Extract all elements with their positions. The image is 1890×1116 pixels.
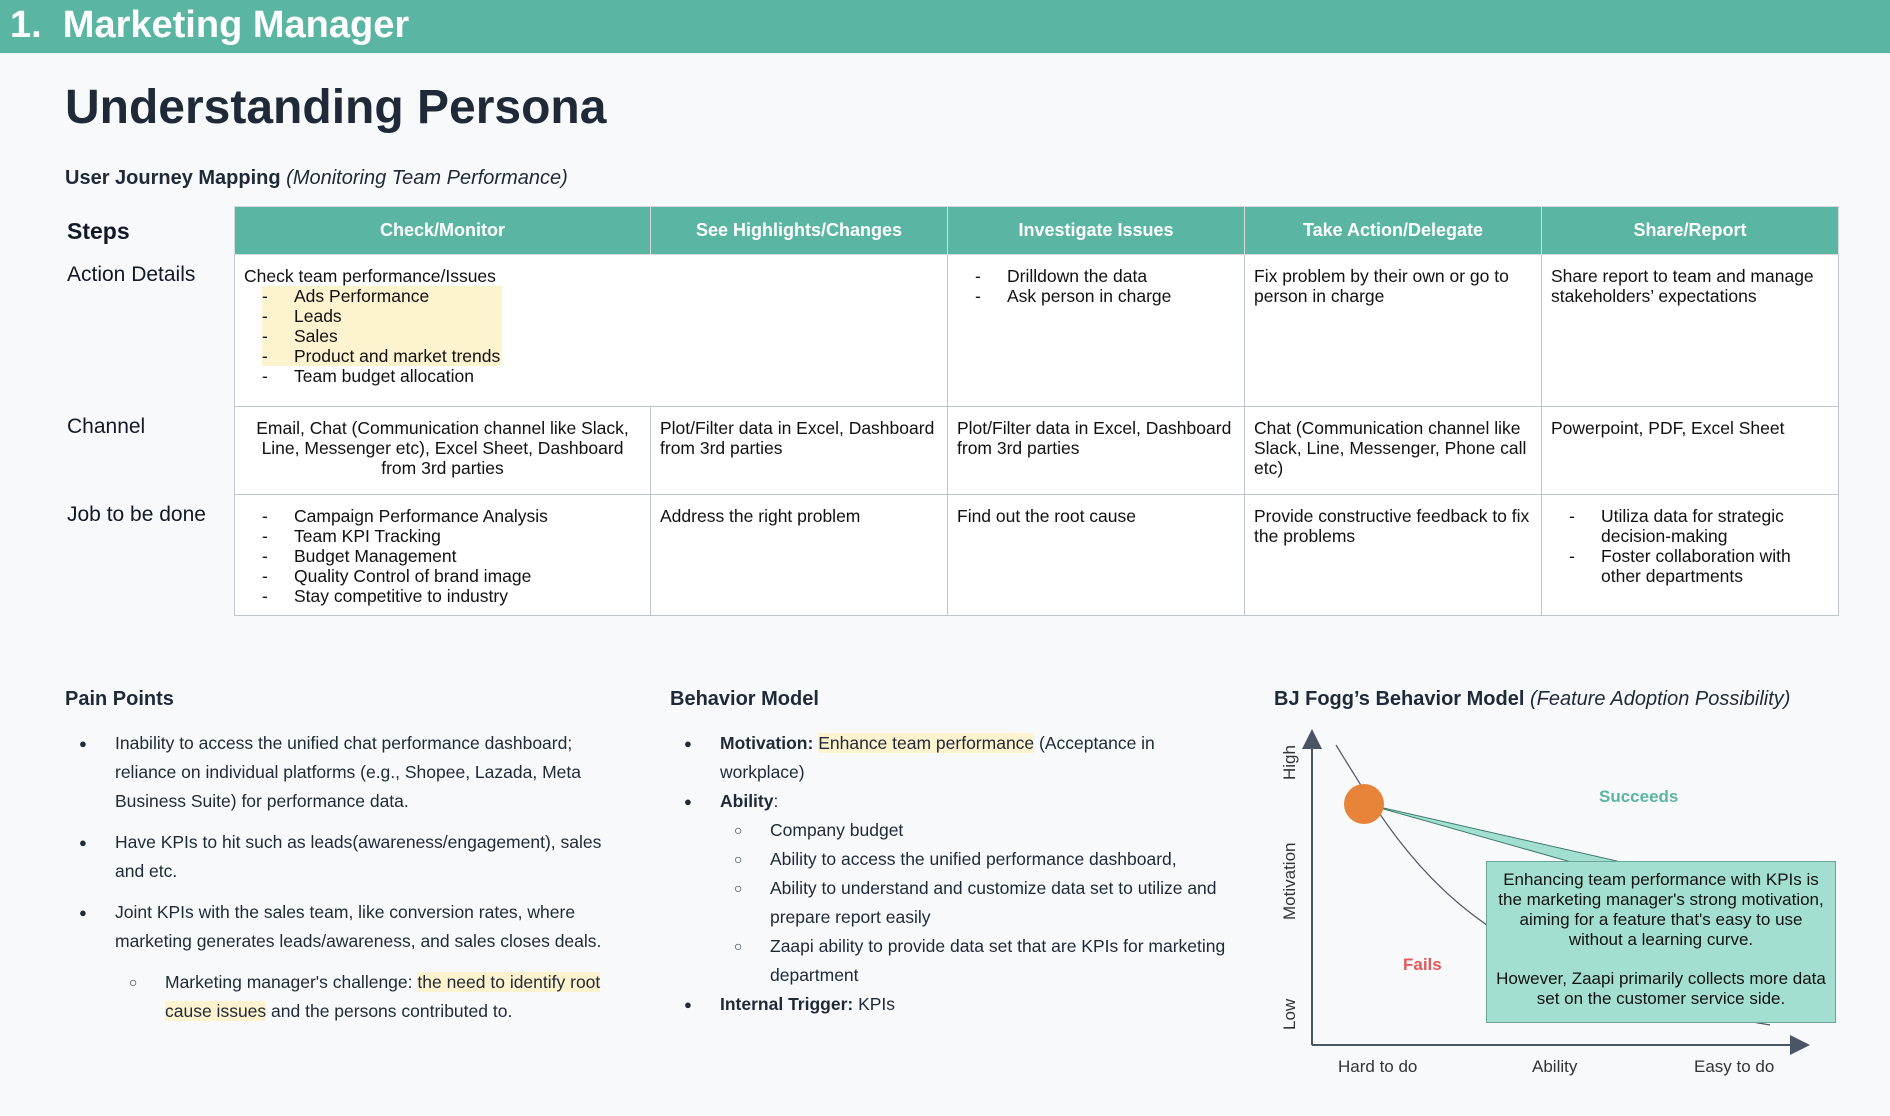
sub-prefix: Marketing manager's challenge: xyxy=(165,972,418,992)
col-investigate: Investigate Issues xyxy=(948,207,1245,255)
col-check-monitor: Check/Monitor xyxy=(235,207,651,255)
col-see-highlights: See Highlights/Changes xyxy=(651,207,948,255)
callout-text-2: However, Zaapi primarily collects more data set on the customer service side. xyxy=(1496,969,1826,1008)
pain-points-list xyxy=(65,729,605,1038)
trigger-label: Internal Trigger: xyxy=(720,994,854,1014)
y-label-motivation: Motivation xyxy=(1280,842,1299,920)
cell-action-take: Fix problem by their own or go to person in charge xyxy=(1245,255,1542,407)
list-item: - Sales xyxy=(262,326,502,346)
check-intro: Check team performance/Issues xyxy=(244,266,496,286)
list-item: ○ Ability to understand and customize data set to utilize and prepare report easily xyxy=(720,874,1230,932)
col-take-action: Take Action/Delegate xyxy=(1245,207,1542,255)
cell-job-take: Provide constructive feedback to fix the problems xyxy=(1245,495,1542,616)
sub-highlight: the need to identify root cause issues xyxy=(165,972,601,1021)
ability-colon: : xyxy=(773,791,779,811)
fogg-title-bold: BJ Fogg’s Behavior Model xyxy=(1274,688,1525,710)
x-label-ability: Ability xyxy=(1532,1057,1578,1076)
list-item: - Leads xyxy=(262,306,502,326)
table-header-row xyxy=(235,207,1839,255)
pain-points-sublist xyxy=(115,968,605,1026)
cell-channel-investigate: Plot/Filter data in Excel, Dashboard from 3rd parties xyxy=(948,407,1245,495)
list-item: - Quality Control of brand image xyxy=(244,566,641,586)
list-item: - Utiliza data for strategic decision-making xyxy=(1551,506,1829,546)
cell-action-investigate xyxy=(948,255,1245,407)
list-item: - Product and market trends xyxy=(262,346,502,366)
list-item: - Ads Performance xyxy=(262,286,502,306)
list-item xyxy=(670,990,1230,1019)
table-row-channel xyxy=(235,407,1839,495)
investigate-list xyxy=(957,266,1235,306)
y-label-low: Low xyxy=(1280,998,1299,1030)
list-item xyxy=(670,729,1230,787)
list-item: - Stay competitive to industry xyxy=(244,586,641,606)
motivation-rest: (Acceptance in workplace) xyxy=(720,733,1155,782)
motivation-highlight: Enhance team performance xyxy=(818,733,1035,753)
row-label-channel: Channel xyxy=(67,415,146,438)
x-label-hard: Hard to do xyxy=(1338,1057,1418,1076)
cell-job-highlights: Address the right problem xyxy=(651,495,948,616)
sub-suffix: and the persons contributed to. xyxy=(266,1001,513,1021)
cell-job-check xyxy=(235,495,651,616)
behavior-model-title: Behavior Model xyxy=(670,688,819,710)
cell-channel-check: Email, Chat (Communication channel like Slack, Line, Messenger etc), Excel Sheet, Dashboard from 3rd parties xyxy=(235,407,651,495)
journey-table xyxy=(234,206,1839,616)
check-list xyxy=(244,286,938,386)
subtitle-bold: User Journey Mapping xyxy=(65,167,281,189)
list-item xyxy=(670,787,1230,990)
pain-points-title: Pain Points xyxy=(65,688,174,710)
job-share-list xyxy=(1551,506,1829,586)
list-item: - Team budget allocation xyxy=(244,366,938,386)
motivation-label: Motivation: xyxy=(720,733,814,753)
col-share-report: Share/Report xyxy=(1542,207,1839,255)
journey-subtitle xyxy=(65,167,568,190)
list-item: - Team KPI Tracking xyxy=(244,526,641,546)
ability-label: Ability xyxy=(720,791,774,811)
job-check-list xyxy=(244,506,641,606)
callout-text-1: Enhancing team performance with KPIs is the marketing manager's strong motivation, aiming for a feature that's easy to use without a learning curve. xyxy=(1498,870,1824,949)
motivation-dot xyxy=(1344,784,1384,824)
list-item: ● Have KPIs to hit such as leads(awareness/engagement), sales and etc. xyxy=(65,828,605,886)
behavior-model-list xyxy=(670,729,1230,1019)
list-item: ○ Company budget xyxy=(720,816,1230,845)
table-row-job xyxy=(235,495,1839,616)
list-item: - Drilldown the data xyxy=(957,266,1235,286)
x-label-easy: Easy to do xyxy=(1694,1057,1775,1076)
fogg-callout xyxy=(1486,861,1836,1023)
row-label-steps: Steps xyxy=(67,218,130,244)
page-title: Understanding Persona xyxy=(65,81,607,134)
list-item: ○ Ability to access the unified performance dashboard, xyxy=(720,845,1230,874)
row-label-job: Job to be done xyxy=(67,503,206,526)
fogg-title xyxy=(1274,688,1790,711)
fogg-title-italic: (Feature Adoption Possibility) xyxy=(1529,688,1791,710)
list-item: - Ask person in charge xyxy=(957,286,1235,306)
list-item: ○ Zaapi ability to provide data set that are KPIs for marketing department xyxy=(720,932,1230,990)
cell-action-check xyxy=(235,255,948,407)
y-label-high: High xyxy=(1280,745,1299,780)
list-item: - Budget Management xyxy=(244,546,641,566)
cell-job-investigate: Find out the root cause xyxy=(948,495,1245,616)
cell-action-share: Share report to team and manage stakeholders’ expectations xyxy=(1542,255,1839,407)
trigger-value: KPIs xyxy=(853,994,896,1014)
list-item: - Campaign Performance Analysis xyxy=(244,506,641,526)
subtitle-italic: (Monitoring Team Performance) xyxy=(286,167,568,189)
cell-job-share xyxy=(1542,495,1839,616)
cell-channel-highlights: Plot/Filter data in Excel, Dashboard from 3rd parties xyxy=(651,407,948,495)
table-row-action-details xyxy=(235,255,1839,407)
row-label-action: Action Details xyxy=(67,263,196,286)
header-bar xyxy=(0,0,1890,53)
cell-channel-share: Powerpoint, PDF, Excel Sheet xyxy=(1542,407,1839,495)
list-item: - Foster collaboration with other departments xyxy=(1551,546,1829,586)
list-item xyxy=(65,898,605,1026)
section-title: 1. Marketing Manager xyxy=(10,4,410,46)
ability-sublist xyxy=(720,816,1230,990)
pain-point-text: Joint KPIs with the sales team, like conversion rates, where marketing generates leads/awareness, and sales closes deals. xyxy=(115,902,602,951)
list-item: ● Inability to access the unified chat performance dashboard; reliance on individual platforms (e.g., Shopee, Lazada, Meta Business Suite) for performance data. xyxy=(65,729,605,816)
fails-label: Fails xyxy=(1403,955,1442,974)
list-item xyxy=(115,968,605,1026)
cell-channel-take: Chat (Communication channel like Slack, Line, Messenger, Phone call etc) xyxy=(1245,407,1542,495)
succeeds-label: Succeeds xyxy=(1599,787,1679,806)
